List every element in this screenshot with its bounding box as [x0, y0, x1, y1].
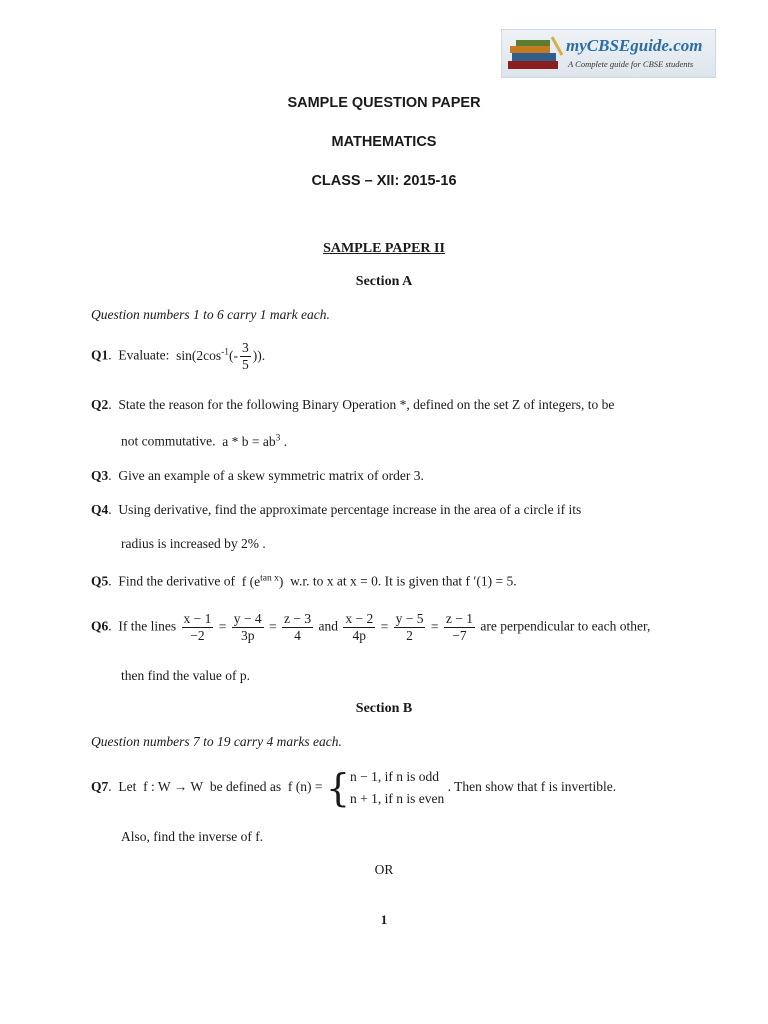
- question-text-after: . Then show that f is invertible.: [447, 779, 617, 795]
- question-4: Q4. Using derivative, find the approximate percentage increase in the area of a circle if its: [91, 502, 582, 517]
- question-5: Q5. Find the derivative of f $(e^{tan x})$ w.r. to x at x = 0. It is given that f ′(1) = 5.: [91, 573, 517, 589]
- question-text: Evaluate:: [118, 347, 170, 363]
- piecewise-function: f (n) = { n − 1, if n is odd n + 1, if n is even: [284, 766, 445, 810]
- question-text: not commutative.: [121, 433, 216, 449]
- question-6-continued: [121, 668, 250, 684]
- question-3: Q3. Give an example of a skew symmetric matrix of order 3.: [91, 468, 424, 483]
- section-b-title: Section B: [355, 701, 413, 716]
- line-1-equation: $\frac{x - 1}{-2}$ = $\frac{y - 4}{3p}$ = $\frac{z - 3}{4}$: [183, 611, 312, 643]
- math-expression: $\sin(2\cos^{-1}(-$ $\frac{3}{5}$ )).: [176, 340, 266, 372]
- logo-brand: myCBSEguide.com: [566, 36, 703, 55]
- question-number: Q4: [91, 502, 109, 517]
- section-a-title: Section A: [355, 274, 413, 289]
- question-4-continued: [121, 536, 266, 552]
- question-2: Q2. State the reason for the following Binary Operation *, defined on the set Z of integers, to be: [91, 397, 615, 412]
- paper-heading: SAMPLE QUESTION PAPER: [287, 95, 481, 111]
- mycbseguide-logo: [501, 29, 716, 78]
- question-text-after: are perpendicular to each other,: [480, 618, 651, 634]
- question-number: Q7: [91, 779, 109, 795]
- question-1: Q1. Evaluate: $\sin(2\cos^{-1}(-$ $\frac{3}{5}$ )).: [91, 340, 266, 372]
- question-text: Using derivative, find the approximate percentage increase in the area of a circle if its: [118, 502, 582, 517]
- paper-title: SAMPLE PAPER II: [323, 241, 445, 256]
- books-icon: [506, 35, 566, 73]
- question-7: Q7. Let f : W → W be defined as f (n) = { n − 1, if n is odd n + 1, if n is even . Then show that f is invertible.: [91, 766, 617, 810]
- conjunction: and: [318, 618, 338, 634]
- question-text: Give an example of a skew symmetric matrix of order 3.: [118, 468, 424, 483]
- question-text: radius is increased by 2% .: [121, 536, 266, 551]
- case-odd: n − 1, if n is odd: [350, 769, 440, 784]
- question-7-continued: [121, 829, 263, 845]
- or-separator: OR: [374, 862, 394, 877]
- question-6: Q6. If the lines $\frac{x - 1}{-2}$ = $\frac{y - 4}{3p}$ = $\frac{z - 3}{4}$ and $\frac{x - 2}{4p}$ = $\frac{y - 5}{2}$ = $\frac{z - 1}{-7}$ are perpendicular to each other,: [91, 611, 651, 643]
- page-number: 1: [380, 912, 388, 927]
- question-number: Q3: [91, 468, 109, 483]
- question-number: Q2: [91, 397, 109, 412]
- case-even: n + 1, if n is even: [350, 791, 445, 806]
- logo-tagline: A Complete guide for CBSE students: [568, 59, 694, 69]
- line-2-equation: $\frac{x - 2}{4p}$ = $\frac{y - 5}{2}$ = $\frac{z - 1}{-7}$: [345, 611, 473, 643]
- question-text: then find the value of p.: [121, 668, 250, 683]
- question-2-continued: [121, 433, 287, 450]
- question-number: Q6: [91, 618, 109, 634]
- question-text: If the lines: [118, 618, 177, 634]
- math-expression: f $(e^{tan x})$: [238, 573, 287, 589]
- question-text: Also, find the inverse of f.: [121, 829, 264, 844]
- question-text: Let: [118, 779, 137, 795]
- question-text-after: w.r. to x at x = 0. It is given that f ′(1) = 5.: [290, 573, 517, 589]
- question-text: Find the derivative of: [118, 573, 235, 589]
- function-mapping: f : W → W: [139, 779, 207, 795]
- subject-heading: MATHEMATICS: [331, 134, 437, 150]
- math-expression: $a * b = ab^3$ .: [218, 433, 288, 449]
- class-heading: CLASS – XII: 2015-16: [311, 173, 457, 189]
- question-text-mid: be defined as: [209, 779, 282, 795]
- question-number: Q1: [91, 347, 109, 363]
- question-text: State the reason for the following Binary Operation *, defined on the set Z of integers, to be: [118, 397, 615, 412]
- section-a-instruction: Question numbers 1 to 6 carry 1 mark each.: [91, 307, 330, 322]
- section-b-instruction: Question numbers 7 to 19 carry 4 marks each.: [91, 734, 342, 749]
- question-number: Q5: [91, 573, 109, 589]
